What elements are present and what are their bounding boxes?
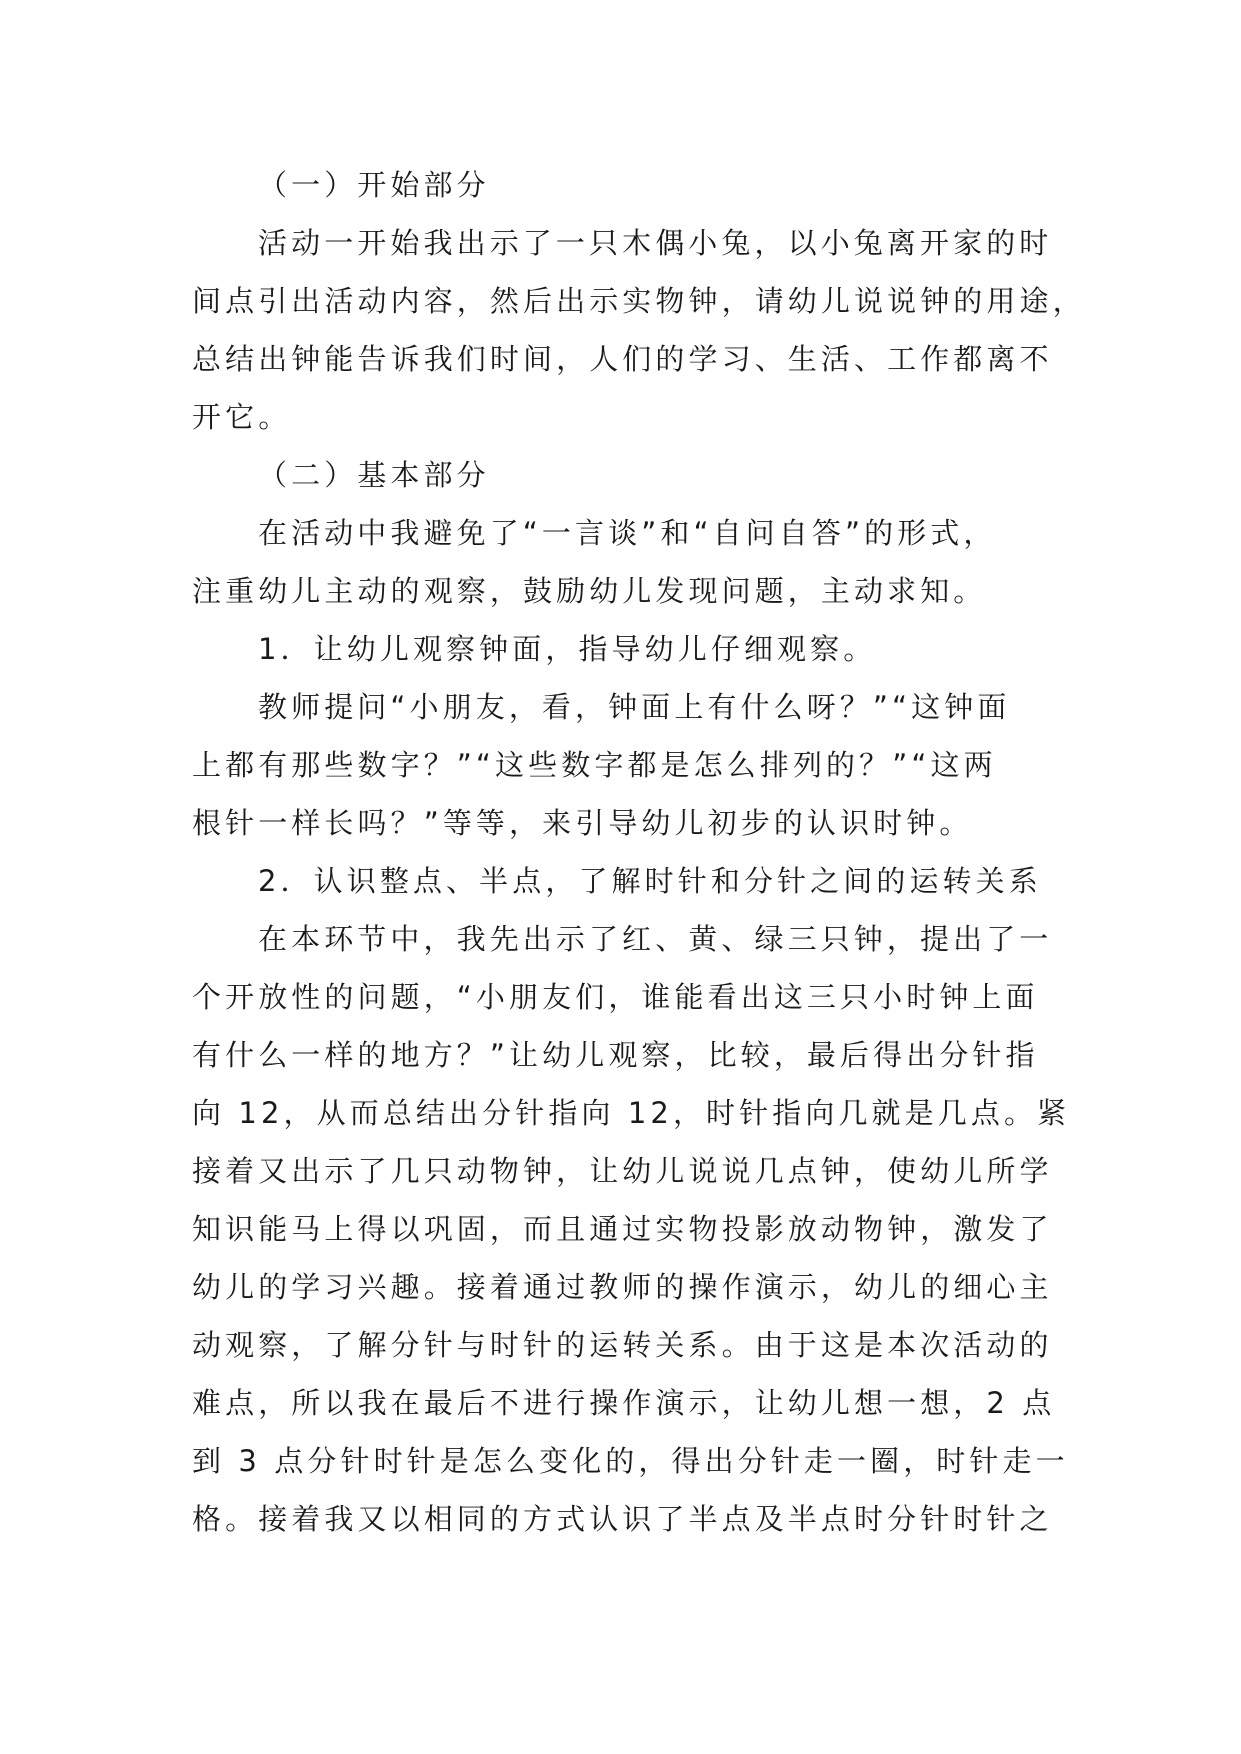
paragraph-line: 间点引出活动内容，然后出示实物钟，请幼儿说说钟的用途， bbox=[192, 284, 1086, 318]
paragraph-line: 个开放性的问题，“小朋友们，谁能看出这三只小时钟上面 bbox=[192, 980, 1039, 1014]
numbered-item-1: 1．让幼儿观察钟面，指导幼儿仔细观察。 bbox=[258, 632, 877, 666]
paragraph-line: 注重幼儿主动的观察，鼓励幼儿发现问题，主动求知。 bbox=[192, 574, 987, 608]
paragraph-line: 动观察，了解分针与时针的运转关系。由于这是本次活动的 bbox=[192, 1328, 1053, 1362]
paragraph-line: 难点，所以我在最后不进行操作演示，让幼儿想一想，2 点 bbox=[192, 1386, 1056, 1420]
paragraph-line: 向 12，从而总结出分针指向 12，时针指向几就是几点。紧 bbox=[192, 1096, 1071, 1130]
paragraph-line: 在活动中我避免了“一言谈”和“自问自答”的形式， bbox=[258, 516, 997, 550]
paragraph-line: 开它。 bbox=[192, 400, 292, 434]
paragraph-line: 上都有那些数字？”“这些数字都是怎么排列的？”“这两 bbox=[192, 748, 997, 782]
paragraph-line: 活动一开始我出示了一只木偶小兔，以小兔离开家的时 bbox=[258, 226, 1053, 260]
section-heading-start: （一）开始部分 bbox=[258, 168, 490, 202]
document-page bbox=[192, 156, 1086, 1548]
paragraph-line: 格。接着我又以相同的方式认识了半点及半点时分针时针之 bbox=[192, 1502, 1053, 1536]
paragraph-line: 幼儿的学习兴趣。接着通过教师的操作演示，幼儿的细心主 bbox=[192, 1270, 1053, 1304]
paragraph-line: 根针一样长吗？”等等，来引导幼儿初步的认识时钟。 bbox=[192, 806, 973, 840]
paragraph-line: 接着又出示了几只动物钟，让幼儿说说几点钟，使幼儿所学 bbox=[192, 1154, 1053, 1188]
paragraph-line: 总结出钟能告诉我们时间，人们的学习、生活、工作都离不 bbox=[192, 342, 1053, 376]
paragraph-line: 在本环节中，我先出示了红、黄、绿三只钟，提出了一 bbox=[258, 922, 1053, 956]
paragraph-line: 知识能马上得以巩固，而且通过实物投影放动物钟，激发了 bbox=[192, 1212, 1053, 1246]
paragraph-line: 到 3 点分针时针是怎么变化的，得出分针走一圈，时针走一 bbox=[192, 1444, 1069, 1478]
paragraph-line: 教师提问“小朋友，看，钟面上有什么呀？”“这钟面 bbox=[258, 690, 1011, 724]
numbered-item-2: 2．认识整点、半点，了解时针和分针之间的运转关系 bbox=[258, 864, 1042, 898]
paragraph-line: 有什么一样的地方？”让幼儿观察，比较，最后得出分针指 bbox=[192, 1038, 1039, 1072]
section-heading-basic: （二）基本部分 bbox=[258, 458, 490, 492]
